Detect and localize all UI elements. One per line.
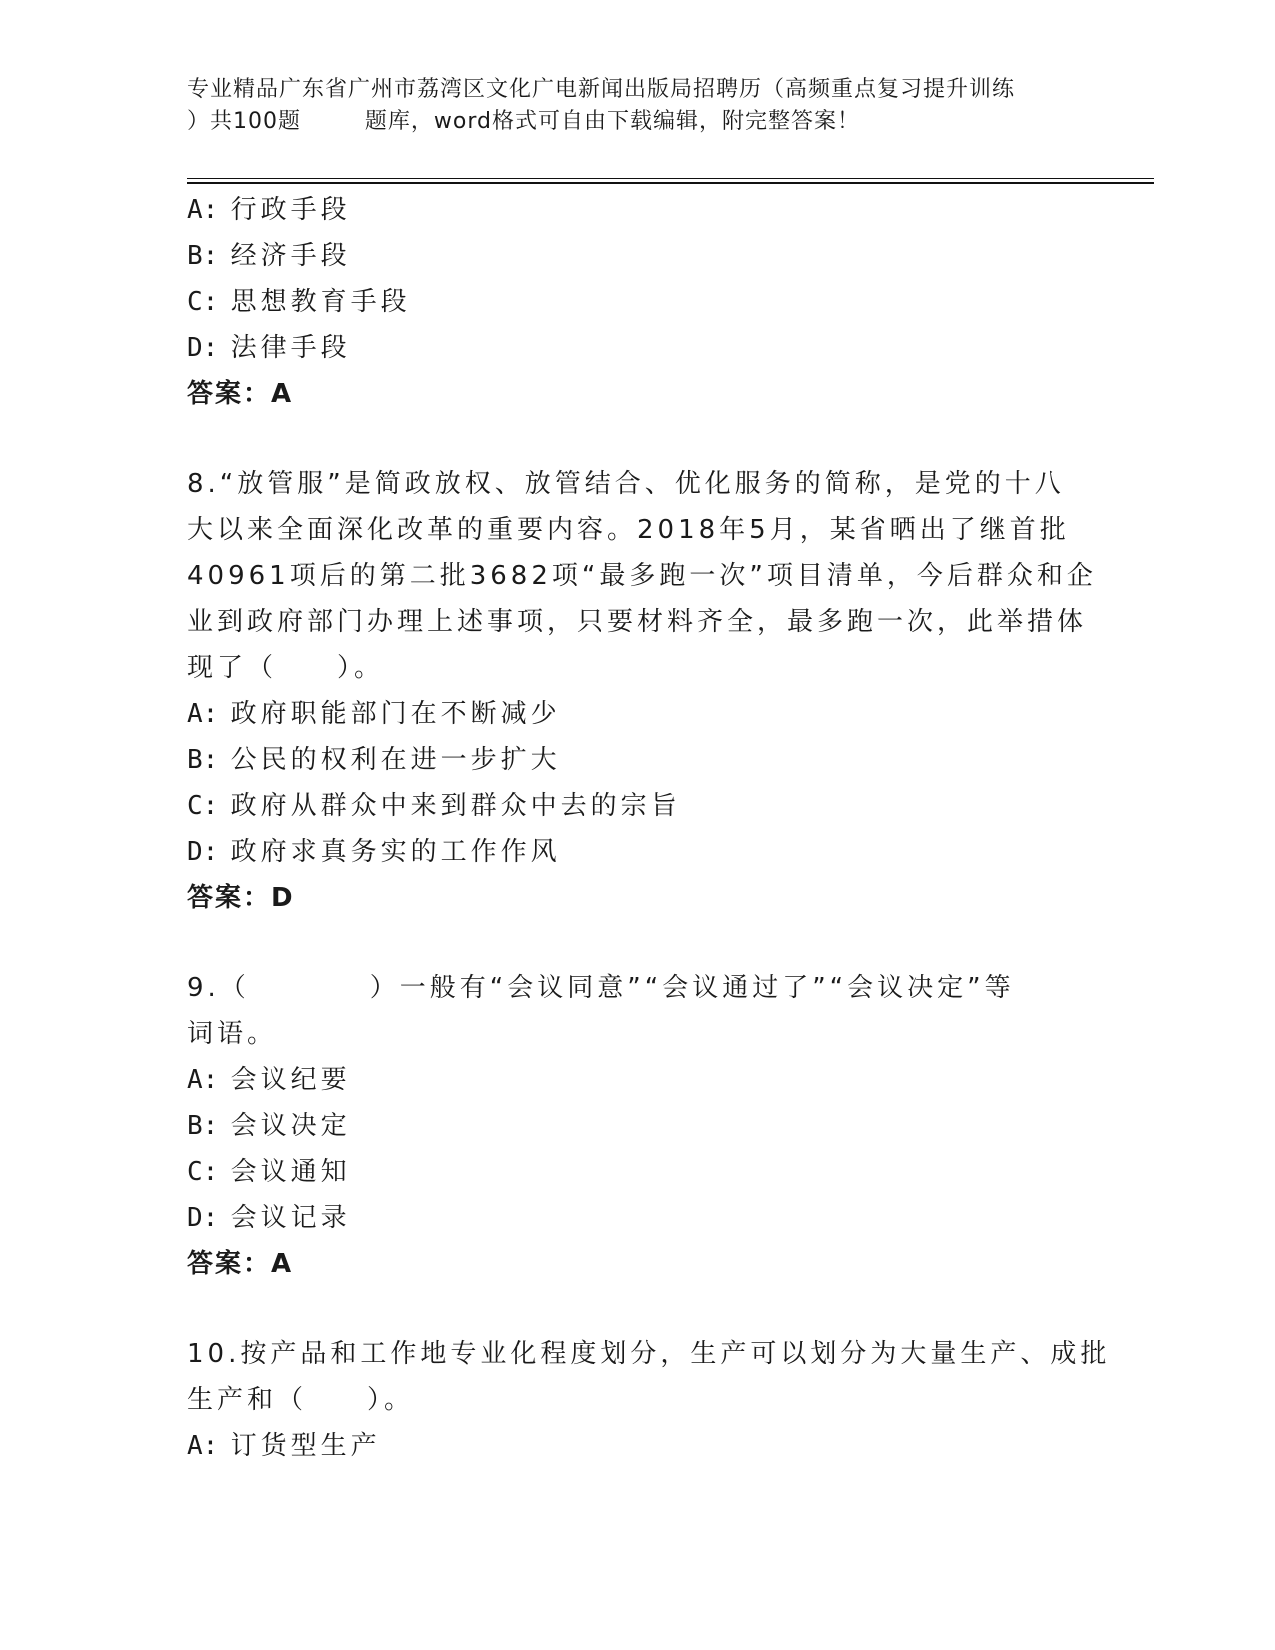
- option-a: A: 政府职能部门在不断减少: [187, 699, 561, 729]
- answer: 答案：A: [187, 379, 294, 409]
- answer: 答案：A: [187, 1249, 294, 1279]
- option-a: A: 行政手段: [187, 195, 351, 225]
- question-content: [187, 187, 1111, 1469]
- question-10: [187, 1331, 1111, 1469]
- question-line: 大以来全面深化改革的重要内容。2018年5月，某省晒出了继首批: [187, 515, 1070, 545]
- question-9: [187, 965, 1087, 1287]
- header-rule-thick: [187, 182, 1154, 184]
- option-b: B: 经济手段: [187, 241, 351, 271]
- document-header: [187, 74, 1087, 138]
- answer: 答案：D: [187, 883, 295, 913]
- option-d: D: 会议记录: [187, 1203, 351, 1233]
- question-line: 8.“放管服”是简政放权、放管结合、优化服务的简称，是党的十八: [187, 469, 1065, 499]
- question-7: [187, 187, 1087, 417]
- spacer: [187, 417, 1087, 461]
- question-text: [187, 1331, 1111, 1423]
- option-c: C: 政府从群众中来到群众中去的宗旨: [187, 791, 681, 821]
- question-line: 现了（ ）。: [187, 653, 385, 683]
- option-c: C: 会议通知: [187, 1157, 351, 1187]
- spacer: [187, 1287, 1087, 1331]
- option-d: D: 政府求真务实的工作作风: [187, 837, 561, 867]
- option-b: B: 会议决定: [187, 1111, 351, 1141]
- question-line: 9.（ ）一般有“会议同意”“会议通过了”“会议决定”等: [187, 973, 1015, 1003]
- question-line: 10.按产品和工作地专业化程度划分，生产可以划分为大量生产、成批: [187, 1339, 1111, 1369]
- header-rule-thin: [187, 178, 1154, 179]
- option-b: B: 公民的权利在进一步扩大: [187, 745, 561, 775]
- header-line-1: 专业精品广东省广州市荔湾区文化广电新闻出版局招聘历（高频重点复习提升训练: [187, 77, 1016, 102]
- question-text: [187, 965, 1067, 1057]
- header-line-2: ）共100题 题库，word格式可自由下载编辑，附完整答案！: [187, 109, 861, 134]
- question-line: 业到政府部门办理上述事项，只要材料齐全，最多跑一次，此举措体: [187, 607, 1088, 637]
- question-8: [187, 461, 1097, 921]
- question-line: 生产和（ ）。: [187, 1385, 415, 1415]
- option-a: A: 订货型生产: [187, 1431, 381, 1461]
- question-line: 40961项后的第二批3682项“最多跑一次”项目清单，今后群众和企: [187, 561, 1097, 591]
- option-c: C: 思想教育手段: [187, 287, 411, 317]
- spacer: [187, 921, 1087, 965]
- question-text: [187, 461, 1097, 691]
- question-line: 词语。: [187, 1019, 278, 1049]
- option-d: D: 法律手段: [187, 333, 351, 363]
- option-a: A: 会议纪要: [187, 1065, 351, 1095]
